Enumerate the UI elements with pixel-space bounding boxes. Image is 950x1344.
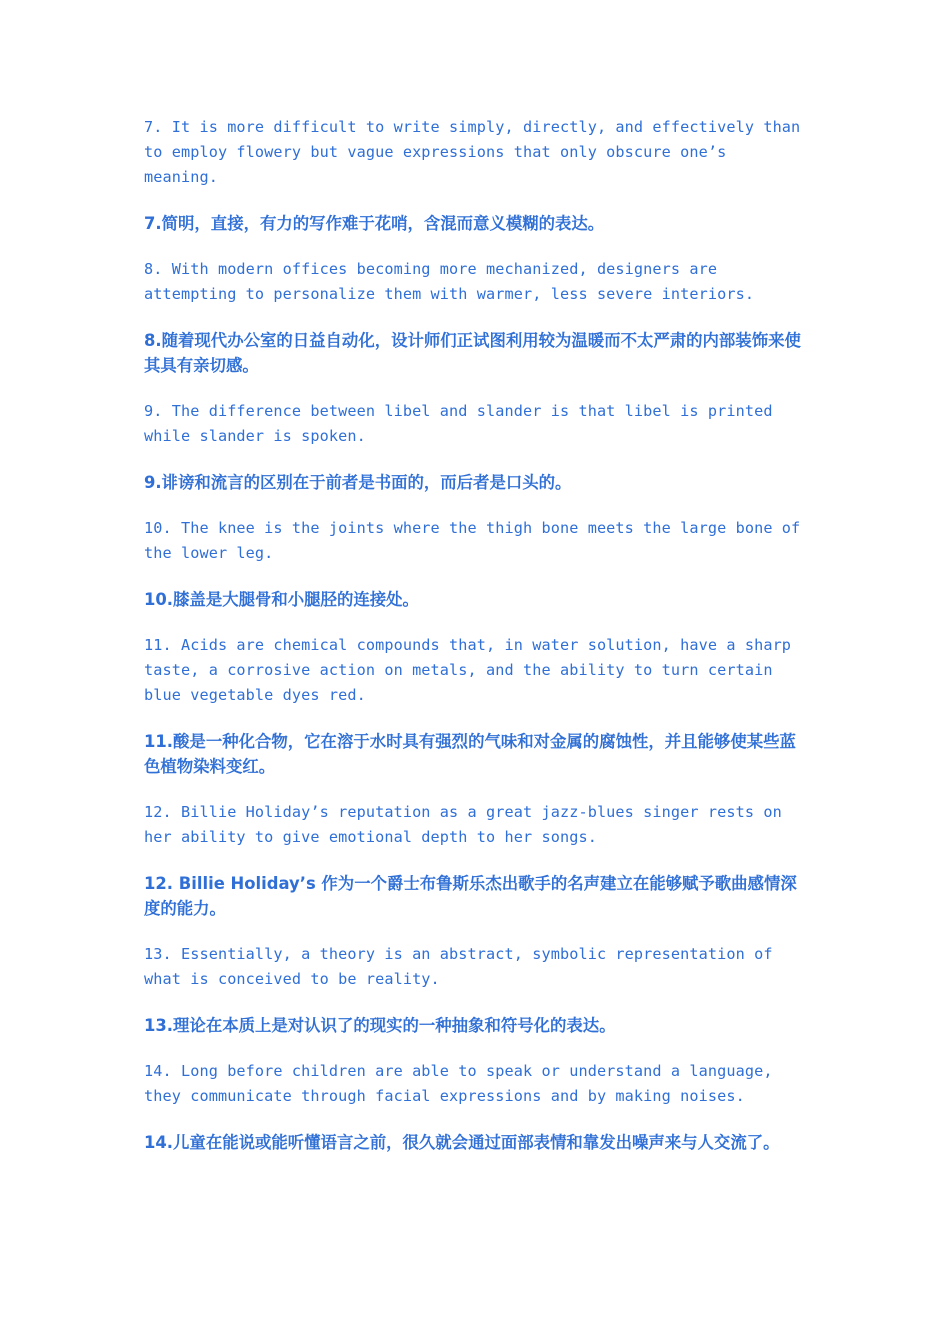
paragraph-chinese-13: 13.理论在本质上是对认识了的现实的一种抽象和符号化的表达。: [144, 1016, 616, 1035]
document-body: [144, 115, 808, 1176]
paragraph-english-13: 13. Essentially, a theory is an abstract, symbolic representation of what is conceived to be reality.: [144, 945, 773, 988]
paragraph-chinese-14: 14.儿童在能说或能听懂语言之前，很久就会通过面部表情和靠发出噪声来与人交流了。: [144, 1133, 780, 1152]
paragraph-chinese-10: 10.膝盖是大腿骨和小腿胫的连接处。: [144, 590, 419, 609]
paragraph-english-14: 14. Long before children are able to speak or understand a language, they communicate through facial expressions and by making noises.: [144, 1062, 773, 1105]
paragraph-chinese-11: 11.酸是一种化合物，它在溶于水时具有强烈的气味和对金属的腐蚀性，并且能够使某些蓝色植物染料变红。: [144, 732, 796, 776]
paragraph-chinese-7: 7.简明，直接，有力的写作难于花哨，含混而意义模糊的表达。: [144, 214, 605, 233]
paragraph-english-10: 10. The knee is the joints where the thigh bone meets the large bone of the lower leg.: [144, 519, 801, 562]
paragraph-english-11: 11. Acids are chemical compounds that, in water solution, have a sharp taste, a corrosive action on metals, and the ability to turn certain blue vegetable dyes red.: [144, 636, 792, 704]
paragraph-chinese-12: 12. Billie Holiday’s 作为一个爵士布鲁斯乐杰出歌手的名声建立在能够赋予歌曲感情深度的能力。: [144, 874, 797, 918]
paragraph-english-9: 9. The difference between libel and slander is that libel is printed while slander is spoken.: [144, 402, 773, 445]
paragraph-chinese-9: 9.诽谤和流言的区别在于前者是书面的，而后者是口头的。: [144, 473, 572, 492]
paragraph-english-7: 7. It is more difficult to write simply, directly, and effectively than to employ flowery but vague expressions that only obscure one’s meaning.: [144, 118, 801, 186]
paragraph-english-12: 12. Billie Holiday’s reputation as a great jazz-blues singer rests on her ability to give emotional depth to her songs.: [144, 803, 782, 846]
paragraph-chinese-8: 8.随着现代办公室的日益自动化，设计师们正试图利用较为温暖而不太严肃的内部装饰来使其具有亲切感。: [144, 331, 801, 375]
paragraph-english-8: 8. With modern offices becoming more mechanized, designers are attempting to personalize them with warmer, less severe interiors.: [144, 260, 755, 303]
